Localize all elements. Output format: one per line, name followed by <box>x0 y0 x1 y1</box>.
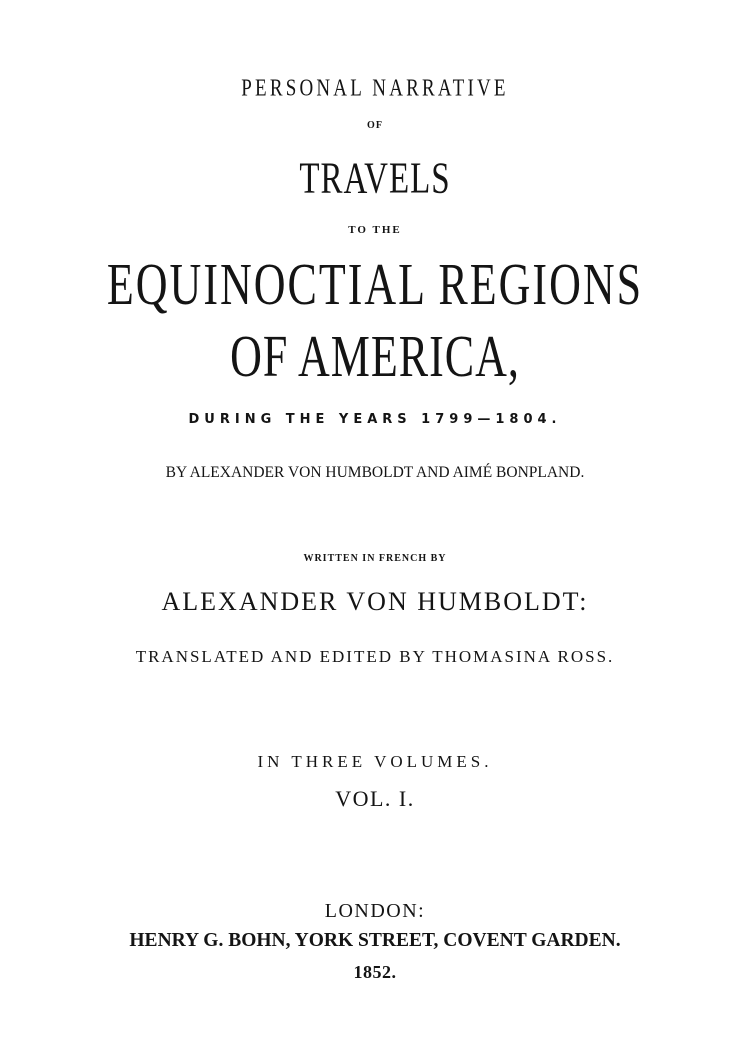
author-name: ALEXANDER VON HUMBOLDT: <box>161 587 589 616</box>
publication-year: 1852. <box>353 962 397 982</box>
main-title-text: EQUINOCTIAL REGIONS <box>106 251 644 318</box>
connector-to-the: TO THE <box>348 224 402 236</box>
main-title-continued <box>0 323 750 390</box>
volume-number: VOL. I. <box>335 786 415 811</box>
years-subtitle: DURING THE YEARS 1799—1804. <box>188 412 562 427</box>
written-in-french-label: WRITTEN IN FRENCH BY <box>303 553 447 564</box>
place-of-publication: LONDON: <box>324 900 426 922</box>
travels-heading <box>0 154 750 204</box>
connector-of: OF <box>367 120 383 131</box>
main-title-continued-text: OF AMERICA, <box>230 323 520 390</box>
travels-heading-text: TRAVELS <box>299 154 451 204</box>
volumes-note: IN THREE VOLUMES. <box>257 752 493 771</box>
translator-line: TRANSLATED AND EDITED BY THOMASINA ROSS. <box>135 647 615 666</box>
authors-line: BY ALEXANDER VON HUMBOLDT AND AIMÉ BONPLAND. <box>165 464 585 481</box>
main-title <box>0 251 750 318</box>
narrative-heading-text: PERSONAL NARRATIVE <box>241 75 509 102</box>
narrative-heading <box>0 75 750 102</box>
publisher-line: HENRY G. BOHN, YORK STREET, COVENT GARDEN. <box>129 930 621 951</box>
